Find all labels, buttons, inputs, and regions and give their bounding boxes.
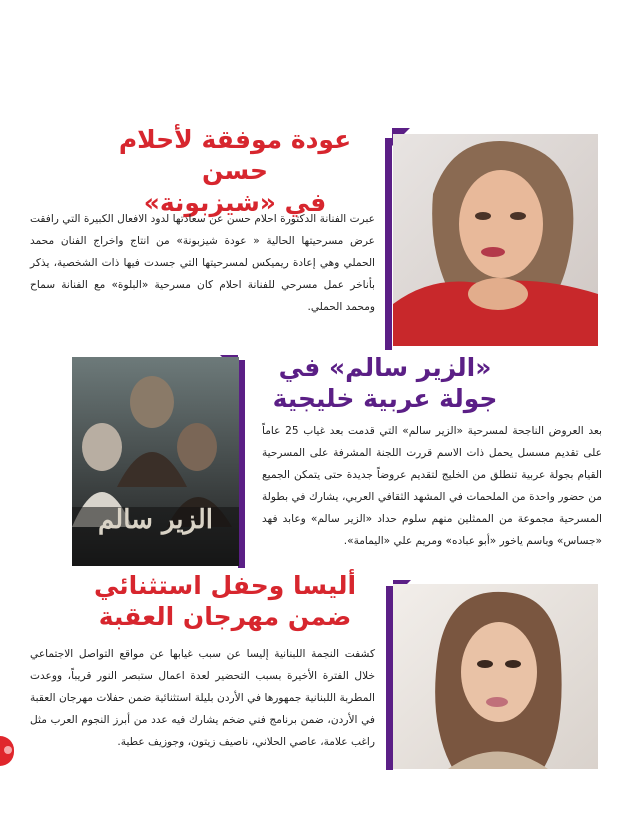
article-3-headline-line1: أليسا وحفل استثنائي (93, 571, 357, 600)
article-2-headline (265, 352, 505, 415)
page-edge-tab-dot (4, 746, 12, 754)
article-1-body-text: عبرت الفنانة الدكتورة احلام حسن عن سعادتها لدود الافعال الكبيرة التي رافقت عرض مسرحيتها الحالية « عودة شيزبونة» من انتاج واخراج الفنان محمد الحملي وهي إعادة ريميكس لمسرحيتها التي جسدت فيها ذات الشخصية، يذكر بأناخر عمل مسرحي للفنانة احلام كان مسرحية «البلوة» مع الفنانة سماح ومحمد الحملي. (30, 213, 375, 313)
article-2-headline-line2: جولة عربية خليجية (272, 384, 498, 414)
zir-salem-poster-title: الزير سالم (97, 505, 214, 535)
elissa-photo (393, 584, 598, 769)
article-3-headline-line2: ضمن مهرجان العقبة (98, 602, 352, 632)
article-2-headline-line1: «الزير سالم» في (278, 353, 492, 382)
purple-accent-bar (386, 586, 393, 770)
zir-salem-poster (72, 357, 239, 566)
article-2-body-text: بعد العروض الناجحة لمسرحية «الزير سالم» التي قدمت بعد غياب 25 عاماً على تقديم مسسل يحمل ذات الاسم قررت اللجنة المشرفة على المسرحية القيام بجولة عربية تنطلق من الخليج لتقديم عروضاً جديدة حتى يتمكن الجميع من حضور واحدة من الملحمات في المشهد الثقافي العربي، يشارك في بطولة المسرحية مجموعة من الممثلين منهم سلوم حداد «الزير سالم» وعابد فهد «جساس» وباسم ياخور «أبو عباده» ومريم علي «اليمامة». (262, 425, 602, 547)
article-3-body (30, 643, 375, 753)
article-1-headline-line2: في «شيزبونة» (143, 187, 327, 217)
page-edge-tab (0, 736, 14, 766)
article-1-body (30, 208, 375, 318)
article-3-body-text: كشفت النجمة اللبنانية إليسا عن سبب غيابها عن مواقع التواصل الاجتماعي خلال الفترة الأخيرة بسبب التحضير لعدة اعمال ستبصر النور قريباً، ووعدت المطربة اللبنانية جمهورها في الأردن بليلة استثنائية ضمن حفلات مهرجان العقبة في الأردن، ضمن برنامج فني ضخم يشارك فيه عدد من أبرز النجوم العرب مثل راغب علامة، عاصي الحلاني، ناصيف زيتون، وجوزيف عطية. (30, 648, 375, 748)
article-1-headline-line1: عودة موفقة لأحلام حسن (118, 125, 352, 186)
article-2-body (262, 420, 602, 552)
purple-accent-bar (238, 360, 245, 568)
article-3-headline (70, 570, 380, 633)
purple-accent-bar (385, 138, 392, 350)
ahlam-hassan-photo (393, 134, 598, 346)
article-1-headline (90, 124, 380, 218)
